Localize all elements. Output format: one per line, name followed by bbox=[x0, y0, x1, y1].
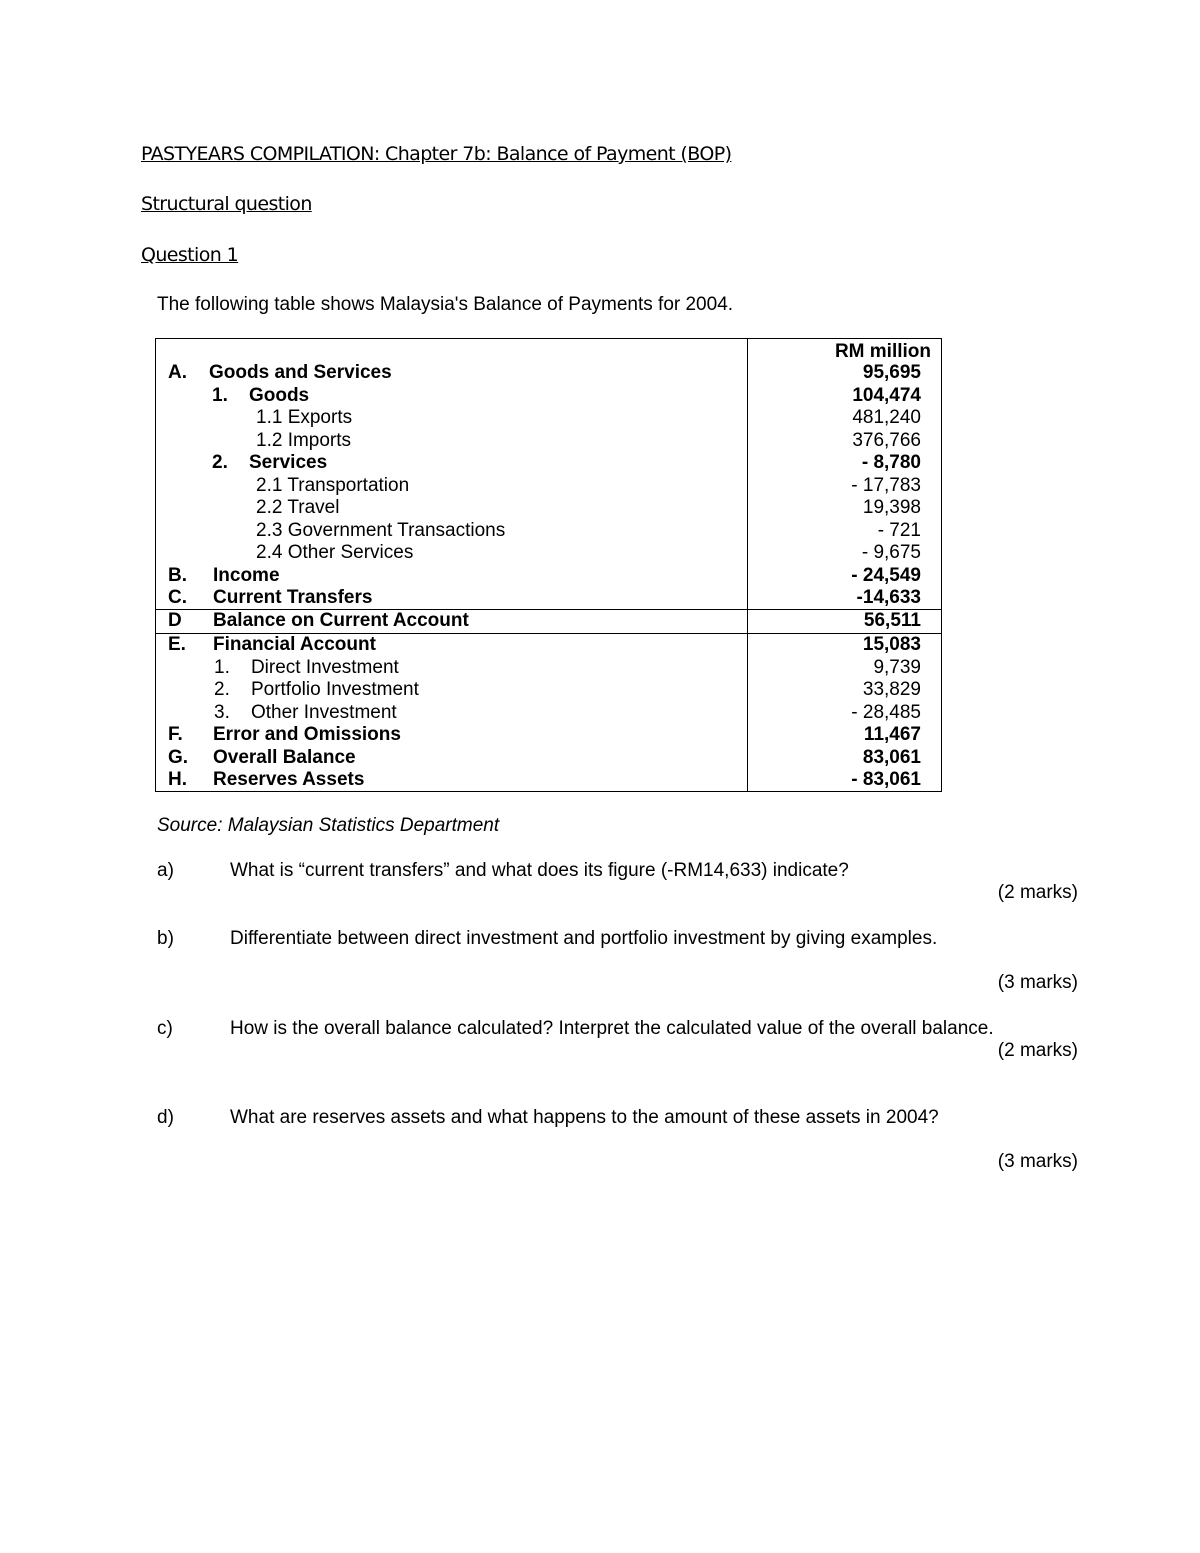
row-label: 2. Portfolio Investment bbox=[214, 679, 419, 700]
row-code: G. bbox=[168, 746, 189, 768]
question-label: c) bbox=[157, 1018, 173, 1039]
row-label: Current Transfers bbox=[213, 587, 373, 608]
row-code: B. bbox=[168, 564, 187, 586]
row-label: 1. Direct Investment bbox=[214, 656, 399, 678]
question-item bbox=[157, 1107, 1078, 1173]
table-row bbox=[156, 724, 941, 747]
table-row bbox=[156, 747, 941, 770]
table-row bbox=[156, 407, 941, 430]
row-label: Goods and Services bbox=[209, 362, 392, 383]
question-text: What is “current transfers” and what does its figure (-RM14,633) indicate? bbox=[230, 860, 849, 881]
row-value: - 28,485 bbox=[851, 701, 921, 723]
table-row bbox=[156, 657, 941, 680]
row-label: Balance on Current Account bbox=[213, 610, 469, 631]
document-title: PASTYEARS COMPILATION: Chapter 7b: Balance of Payment (BOP) bbox=[141, 143, 732, 165]
row-value: 15,083 bbox=[862, 634, 921, 655]
table-row bbox=[156, 610, 941, 633]
question-heading: Question 1 bbox=[141, 244, 239, 266]
question-label: a) bbox=[157, 860, 174, 881]
row-value: 104,474 bbox=[852, 384, 921, 406]
section-heading: Structural question bbox=[141, 193, 312, 215]
question-text: What are reserves assets and what happens to the amount of these assets in 2004? bbox=[230, 1107, 939, 1128]
row-value: - 9,675 bbox=[861, 542, 921, 563]
row-value: 376,766 bbox=[852, 429, 921, 451]
row-value: 95,695 bbox=[862, 362, 921, 383]
row-label: Income bbox=[213, 564, 280, 586]
row-value: 19,398 bbox=[862, 497, 921, 518]
bop-table bbox=[155, 338, 942, 792]
row-value: 56,511 bbox=[863, 610, 921, 631]
question-text: Differentiate between direct investment and portfolio investment by giving examples. bbox=[230, 928, 938, 949]
row-value: - 24,549 bbox=[851, 564, 921, 586]
table-row bbox=[156, 769, 941, 792]
row-label: 1.2 Imports bbox=[256, 429, 352, 451]
table-row bbox=[156, 634, 941, 657]
question-item bbox=[157, 860, 1078, 904]
row-label: 1. Goods bbox=[212, 384, 310, 406]
row-value: 11,467 bbox=[863, 724, 921, 745]
row-label: 3. Other Investment bbox=[214, 701, 397, 723]
table-row bbox=[156, 385, 941, 408]
table-row bbox=[156, 542, 941, 565]
row-label: 2.3 Government Transactions bbox=[256, 519, 506, 541]
question-item bbox=[157, 928, 1078, 994]
row-label: Overall Balance bbox=[213, 746, 356, 768]
table-row bbox=[156, 520, 941, 543]
row-code: C. bbox=[168, 587, 187, 608]
row-code: H. bbox=[168, 769, 187, 790]
row-value: - 8,780 bbox=[861, 452, 921, 473]
row-value: -14,633 bbox=[856, 587, 921, 608]
table-row bbox=[156, 497, 941, 520]
row-label: 2.1 Transportation bbox=[256, 474, 410, 496]
row-label: Error and Omissions bbox=[213, 724, 401, 745]
row-label: 2.4 Other Services bbox=[256, 542, 414, 563]
row-value: 9,739 bbox=[873, 656, 921, 678]
row-label: 2. Services bbox=[212, 452, 328, 473]
intro-text: The following table shows Malaysia's Balance of Payments for 2004. bbox=[157, 294, 734, 315]
question-text: How is the overall balance calculated? Interpret the calculated value of the overall balance. bbox=[230, 1018, 994, 1039]
row-label: Financial Account bbox=[213, 634, 376, 655]
table-row bbox=[156, 475, 941, 498]
row-label: Reserves Assets bbox=[213, 769, 365, 790]
question-label: d) bbox=[157, 1107, 174, 1128]
question-label: b) bbox=[157, 928, 174, 949]
question-marks: (2 marks) bbox=[997, 882, 1078, 903]
table-row bbox=[156, 565, 941, 588]
row-code: A. bbox=[168, 362, 187, 383]
question-marks: (2 marks) bbox=[997, 1040, 1078, 1061]
question-item bbox=[157, 1018, 1078, 1062]
row-value: - 17,783 bbox=[851, 474, 921, 496]
row-value: 481,240 bbox=[852, 407, 921, 428]
row-value: - 721 bbox=[877, 519, 921, 541]
question-marks: (3 marks) bbox=[997, 1151, 1078, 1172]
row-value: 33,829 bbox=[862, 679, 921, 700]
row-label: 2.2 Travel bbox=[256, 497, 340, 518]
row-code: E. bbox=[168, 634, 186, 655]
table-row bbox=[156, 587, 941, 610]
source-note: Source: Malaysian Statistics Department bbox=[157, 815, 500, 836]
row-code: D bbox=[168, 610, 182, 631]
question-marks: (3 marks) bbox=[997, 972, 1078, 993]
unit-header: RM million bbox=[834, 341, 931, 362]
row-code: F. bbox=[168, 724, 183, 745]
row-value: - 83,061 bbox=[851, 769, 921, 790]
table-row bbox=[156, 452, 941, 475]
table-row bbox=[156, 679, 941, 702]
row-label: 1.1 Exports bbox=[256, 407, 353, 428]
table-row bbox=[156, 702, 941, 725]
table-row bbox=[156, 362, 941, 385]
row-value: 83,061 bbox=[862, 746, 921, 768]
table-row bbox=[156, 430, 941, 453]
